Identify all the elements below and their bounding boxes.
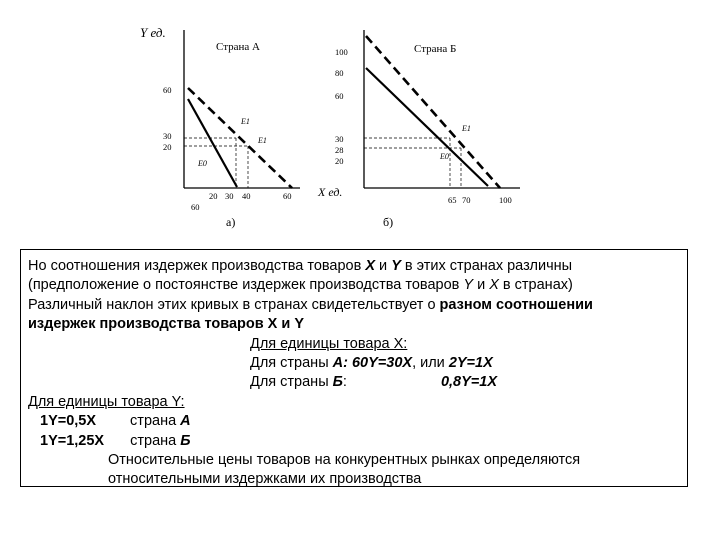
panel-a-title: Страна А bbox=[216, 41, 260, 53]
panel-a-ppf-dashed bbox=[188, 88, 292, 188]
formula: 1Y=1,25X bbox=[40, 432, 105, 449]
panel-b-y-tick-30: 30 bbox=[335, 134, 344, 144]
para1-line4 bbox=[28, 315, 681, 334]
unit-x-heading bbox=[28, 335, 681, 354]
text-span: страна bbox=[130, 413, 181, 430]
country-name: А bbox=[332, 355, 344, 372]
panel-b-point-e1: E1 bbox=[462, 124, 471, 133]
formula: 0,8Y=1X bbox=[440, 374, 497, 391]
country-name: Б bbox=[332, 374, 343, 391]
panel-b-y-tick-100: 100 bbox=[335, 47, 348, 57]
panel-a-point-e0: E0 bbox=[198, 159, 207, 168]
text-span: страна bbox=[130, 432, 181, 449]
panel-a-y-tick-60: 60 bbox=[163, 85, 172, 95]
text-span: Для страны bbox=[250, 355, 333, 372]
panel-b-point-e0: E0 bbox=[440, 152, 449, 161]
panel-b-y-tick-28: 28 bbox=[335, 145, 344, 155]
panel-a-y-tick-30: 30 bbox=[163, 131, 172, 141]
panel-a-x-tick-30: 30 bbox=[225, 191, 234, 201]
country-name: А bbox=[180, 413, 191, 430]
var-y: Y bbox=[391, 258, 401, 274]
panel-a-x-origin-label: 60 bbox=[191, 202, 200, 212]
var-x: X bbox=[365, 258, 376, 274]
text-span: Относительные цены товаров на конкурентных рынках определяются bbox=[108, 452, 581, 469]
panel-b-x-tick-70: 70 bbox=[462, 195, 471, 205]
text-span: Различный наклон этих кривых в странах свидетельствует о bbox=[28, 296, 440, 313]
text-span: Но соотношения издержек производства товаров bbox=[28, 258, 366, 274]
text-span: : bbox=[342, 374, 347, 391]
formula: : 60Y=30X bbox=[343, 355, 413, 372]
panel-b-x-tick-65: 65 bbox=[448, 195, 457, 205]
var-x: X bbox=[489, 277, 499, 294]
para1-line3 bbox=[28, 296, 681, 315]
panel-a-x-tick-20: 20 bbox=[209, 191, 218, 201]
ppf-figure bbox=[0, 0, 720, 245]
para1-line2 bbox=[28, 276, 681, 295]
country-b-line bbox=[28, 373, 681, 392]
panel-a-point-e1-lower: E1 bbox=[258, 136, 267, 145]
panel-b-y-tick-60: 60 bbox=[335, 91, 344, 101]
unit-y-row-b bbox=[28, 432, 681, 451]
panel-a-y-tick-20: 20 bbox=[163, 142, 172, 152]
formula: 1Y=0,5X bbox=[40, 413, 97, 430]
panel-a-y-axis-label: Y ед. bbox=[140, 25, 166, 40]
panel-a-guides bbox=[184, 138, 248, 188]
text-span: относительными издержками их производства bbox=[108, 471, 422, 488]
text-span: (предположение о постоянстве издержек производства товаров bbox=[28, 277, 464, 294]
var-y: Y bbox=[463, 277, 474, 294]
panel-b-y-tick-80: 80 bbox=[335, 68, 344, 78]
text-span: и bbox=[473, 277, 490, 294]
heading-text: Для единицы товара Х: bbox=[250, 335, 408, 352]
panel-a-caption: а) bbox=[226, 215, 236, 229]
emphasis: разном соотношении bbox=[439, 296, 593, 313]
closing-line2 bbox=[28, 470, 681, 489]
unit-y-heading bbox=[28, 393, 681, 412]
text-span: в странах) bbox=[498, 277, 573, 294]
panel-b-x-tick-100: 100 bbox=[499, 195, 512, 205]
text-span: Для страны bbox=[250, 374, 333, 391]
explanation-textbox bbox=[20, 249, 688, 487]
text-span: и bbox=[375, 258, 392, 274]
panel-b-ppf-dashed bbox=[366, 36, 500, 188]
emphasis: издержек производства товаров Х и Y bbox=[28, 316, 304, 333]
closing-line1 bbox=[28, 451, 681, 470]
panel-b-x-axis-label: X ед. bbox=[318, 185, 343, 199]
panel-b-title: Страна Б bbox=[414, 43, 457, 55]
panel-b-y-tick-20: 20 bbox=[335, 156, 344, 166]
unit-y-row-a bbox=[28, 412, 681, 431]
text-span: в этих странах различны bbox=[400, 258, 573, 274]
para1-line1 bbox=[28, 257, 681, 276]
formula: 2Y=1X bbox=[448, 355, 493, 372]
text-span: , или bbox=[412, 355, 449, 372]
country-a-line bbox=[28, 354, 681, 373]
panel-a-point-e1-upper: E1 bbox=[241, 117, 250, 126]
country-name: Б bbox=[180, 432, 191, 449]
heading-text: Для единицы товара Y: bbox=[28, 393, 185, 410]
panel-b-caption: б) bbox=[383, 215, 394, 229]
panel-a-x-tick-60: 60 bbox=[283, 191, 292, 201]
panel-a-x-tick-40: 40 bbox=[242, 191, 251, 201]
